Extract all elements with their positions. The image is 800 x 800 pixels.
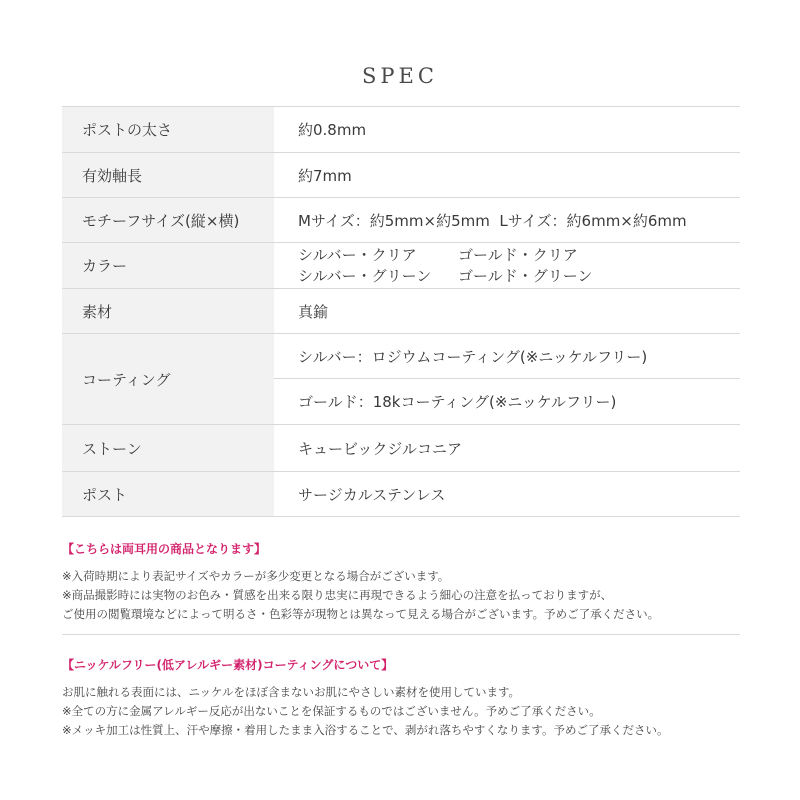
spec-label: ポストの太さ bbox=[62, 107, 274, 152]
spec-label: 有効軸長 bbox=[62, 153, 274, 197]
note-line: ※商品撮影時には実物のお色み・質感を出来る限り忠実に再現できるよう細心の注意を払っておりますが、 bbox=[62, 588, 613, 602]
spec-row-color bbox=[62, 243, 740, 289]
notes-heading: 【ニッケルフリー(低アレルギー素材)コーティングについて】 bbox=[62, 658, 394, 672]
spec-value bbox=[274, 243, 740, 288]
spec-title: SPEC bbox=[362, 64, 438, 88]
notes-both-ears bbox=[62, 540, 740, 624]
notes-heading: 【こちらは両耳用の商品となります】 bbox=[62, 542, 267, 556]
color-options bbox=[298, 246, 740, 286]
spec-label: モチーフサイズ(縦×横) bbox=[62, 198, 274, 242]
coating-silver: シルバー：ロジウムコーティング(※ニッケルフリー) bbox=[274, 334, 740, 379]
spec-value: Mサイズ：約5mm×約5mm Lサイズ：約6mm×約6mm bbox=[298, 211, 687, 230]
note-line: お肌に触れる表面には、ニッケルをほぼ含まないお肌にやさしい素材を使用しています。 bbox=[62, 685, 521, 699]
spec-label: ストーン bbox=[62, 425, 274, 471]
notes-nickel-free bbox=[62, 656, 740, 740]
note-line: ※メッキ加工は性質上、汗や摩擦・着用したまま入浴することで、剥がれ落ちやすくなります。予めご了承ください。 bbox=[62, 723, 669, 737]
color-option: ゴールド・クリア bbox=[458, 245, 578, 264]
color-option: ゴールド・グリーン bbox=[458, 266, 593, 285]
spec-value: 約7mm bbox=[298, 166, 352, 185]
spec-row-motif-size bbox=[62, 198, 740, 243]
color-option: シルバー・グリーン bbox=[298, 266, 432, 285]
spec-value: キュービックジルコニア bbox=[298, 439, 463, 458]
spec-row-post bbox=[62, 472, 740, 517]
spec-row-post-thickness bbox=[62, 107, 740, 153]
coating-gold: ゴールド：18kコーティング(※ニッケルフリー) bbox=[298, 393, 617, 411]
spec-table bbox=[62, 106, 740, 517]
note-line: ※入荷時期により表記サイズやカラーが多少変更となる場合がございます。 bbox=[62, 569, 450, 583]
spec-row-coating bbox=[62, 334, 740, 425]
spec-row-material bbox=[62, 289, 740, 334]
spec-value: 真鍮 bbox=[298, 302, 329, 321]
note-line: ご使用の閲覧環境などによって明るさ・色彩等が現物とは異なって見える場合がございます。予めご了承ください。 bbox=[62, 607, 660, 621]
section-divider bbox=[62, 634, 740, 635]
spec-label: カラー bbox=[62, 243, 274, 288]
spec-row-stone bbox=[62, 425, 740, 472]
spec-row-effective-length bbox=[62, 153, 740, 198]
spec-value: サージカルステンレス bbox=[298, 485, 446, 504]
spec-label: コーティング bbox=[62, 334, 274, 424]
spec-label: ポスト bbox=[62, 472, 274, 516]
spec-value: 約0.8mm bbox=[298, 121, 367, 139]
coating-values bbox=[274, 334, 740, 424]
color-option: シルバー・クリア bbox=[298, 245, 417, 264]
spec-label: 素材 bbox=[62, 289, 274, 333]
note-line: ※全ての方に金属アレルギー反応が出ないことを保証するものではございません。予めご了承ください。 bbox=[62, 704, 601, 718]
